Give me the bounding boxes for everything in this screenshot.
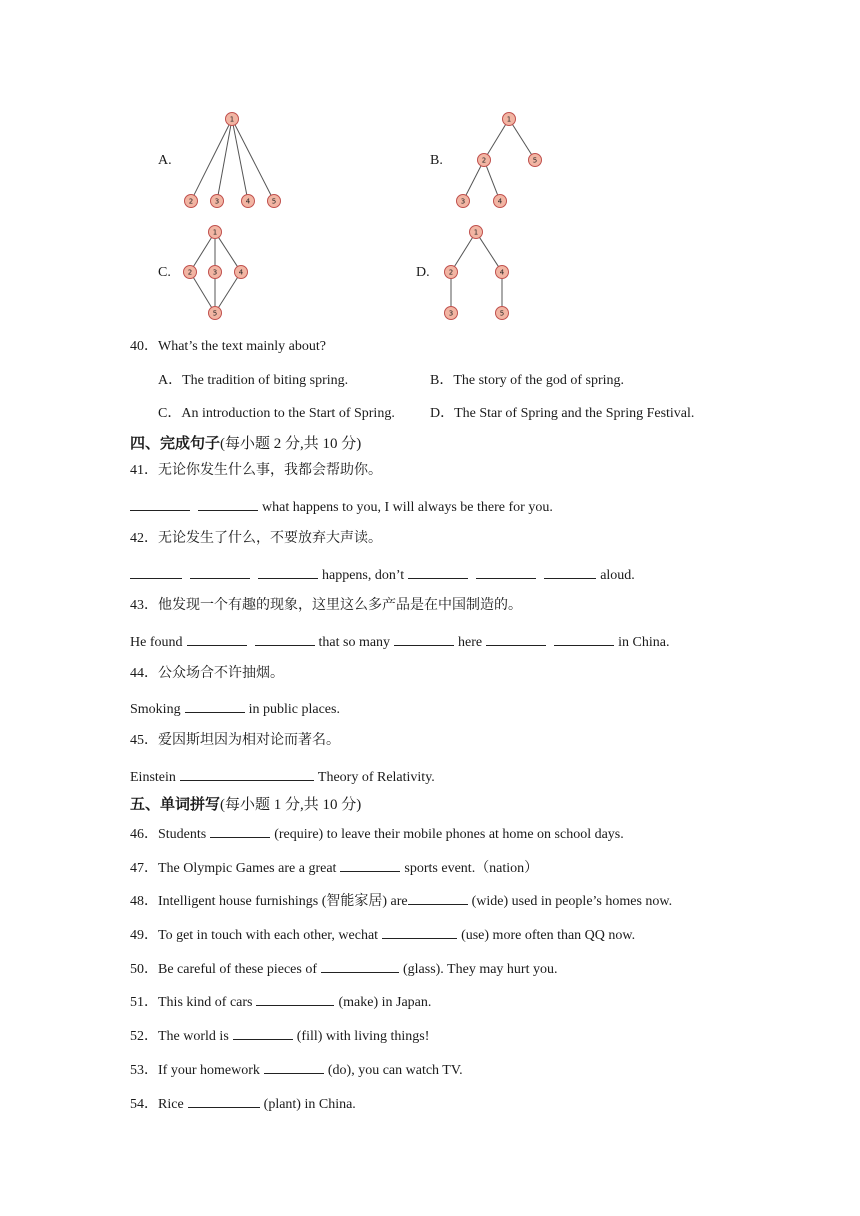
- q43-blank-3[interactable]: [394, 631, 454, 646]
- q40-option-d: D．The Star of Spring and the Spring Festival.: [430, 406, 695, 421]
- q46-text-1: (require) to leave their mobile phones at home on school days.: [274, 827, 624, 842]
- diagram-c-edge-2-5: [193, 278, 211, 308]
- q46-text-0: 46．Students: [130, 827, 207, 842]
- q54-text-0: 54．Rice: [130, 1097, 184, 1112]
- diagram-d-node-label-2: 2: [448, 268, 454, 277]
- q53-blank[interactable]: [264, 1059, 324, 1074]
- q43-english: [130, 631, 669, 652]
- q50-text-1: (glass). They may hurt you.: [402, 962, 558, 977]
- diagram-c-node-label-5: 5: [212, 309, 218, 318]
- q44-blank-1[interactable]: [185, 698, 245, 713]
- section4-title: 四、完成句子: [130, 436, 221, 452]
- q43-blank-1[interactable]: [187, 631, 247, 646]
- q45-blank-1[interactable]: [180, 766, 314, 781]
- diagram-b-edge-1-2: [487, 125, 505, 155]
- q53-text-1: (do), you can watch TV.: [327, 1063, 463, 1078]
- q42-chinese: 42．无论发生了什么，不要放弃大声读。: [130, 531, 382, 546]
- diagram-b-node-label-5: 5: [532, 156, 538, 165]
- diagram-d-edge-1-4: [480, 237, 499, 266]
- option-b-label: B.: [430, 153, 443, 168]
- diagram-c-node-label-1: 1: [212, 228, 218, 237]
- q49: [130, 924, 635, 945]
- q52-text-1: (fill) with living things!: [296, 1029, 430, 1044]
- q48-blank[interactable]: [408, 890, 468, 905]
- q42-blank-6[interactable]: [544, 564, 596, 579]
- q52-text-0: 52．The world is: [130, 1029, 229, 1044]
- q45-chinese: 45．爱因斯坦因为相对论而著名。: [130, 733, 340, 748]
- q44-text-1: in public places.: [248, 702, 340, 717]
- q40-option-b: B．The story of the god of spring.: [430, 373, 625, 388]
- diagram-c-node-label-3: 3: [212, 268, 218, 277]
- q47-text-1: sports event.（nation）: [404, 861, 539, 876]
- q42-blank-2[interactable]: [190, 564, 250, 579]
- diagram-b-node-label-1: 1: [506, 115, 512, 124]
- q51: [130, 991, 431, 1012]
- diagram-d-edge-1-2: [454, 238, 472, 267]
- diagram-c-node-label-4: 4: [238, 268, 244, 277]
- q51-blank[interactable]: [256, 991, 334, 1006]
- q41-blank-1[interactable]: [130, 496, 190, 511]
- q41-chinese: 41．无论你发生什么事，我都会帮助你。: [130, 463, 382, 478]
- q54-blank[interactable]: [188, 1093, 260, 1108]
- q40-option-a: A．The tradition of biting spring.: [158, 373, 349, 388]
- tree-diagrams: [0, 0, 860, 330]
- q43-blank-5[interactable]: [554, 631, 614, 646]
- q48-text-1: (wide) used in people’s homes now.: [471, 894, 673, 909]
- diagram-b-node-label-3: 3: [460, 197, 466, 206]
- q43-text-1: that so many: [318, 635, 391, 650]
- q49-text-0: 49．To get in touch with each other, wechat: [130, 928, 379, 943]
- diagram-d-node-label-1: 1: [473, 228, 479, 237]
- q42-blank-5[interactable]: [476, 564, 536, 579]
- q54-text-1: (plant) in China.: [263, 1097, 356, 1112]
- section5-title: 五、单词拼写: [130, 797, 221, 813]
- q50-blank[interactable]: [321, 958, 399, 973]
- q43-text-3: in China.: [618, 635, 670, 650]
- q43-blank-2[interactable]: [255, 631, 315, 646]
- q41-blank-2[interactable]: [198, 496, 258, 511]
- q40-option-c: C．An introduction to the Start of Spring.: [158, 406, 395, 421]
- q44-text-0: Smoking: [130, 702, 181, 717]
- diagram-a-edge-1-3: [218, 125, 231, 194]
- q41-english: [130, 496, 553, 517]
- q42-text-2: aloud.: [600, 568, 635, 583]
- q52: [130, 1025, 429, 1046]
- q44-english: [130, 698, 340, 719]
- q50: [130, 958, 557, 979]
- option-a-label: A.: [158, 153, 172, 168]
- section5-note: (每小题 1 分,共 10 分): [220, 797, 362, 813]
- q43-text-0: He found: [130, 635, 183, 650]
- diagram-c-node-label-2: 2: [187, 268, 193, 277]
- q43-chinese: 43．他发现一个有趣的现象，这里这么多产品是在中国制造的。: [130, 598, 522, 613]
- q49-blank[interactable]: [382, 924, 457, 939]
- q54: [130, 1093, 356, 1114]
- diagram-d-node-label-5: 5: [499, 309, 505, 318]
- q53-text-0: 53．If your homework: [130, 1063, 260, 1078]
- option-c-label: C.: [158, 265, 171, 280]
- q44-chinese: 44．公众场合不许抽烟。: [130, 666, 284, 681]
- diagram-a-node-label-5: 5: [271, 197, 277, 206]
- diagram-c-edge-4-5: [218, 277, 237, 307]
- q45-text-1: Theory of Relativity.: [317, 770, 435, 785]
- diagram-d-node-label-3: 3: [448, 309, 454, 318]
- diagram-b-node-label-2: 2: [481, 156, 487, 165]
- q51-text-0: 51．This kind of cars: [130, 995, 253, 1010]
- q53: [130, 1059, 463, 1080]
- q46-blank[interactable]: [210, 823, 270, 838]
- diagram-b-edge-2-3: [466, 166, 481, 195]
- diagram-c-edge-1-4: [219, 237, 238, 266]
- diagram-b-node-label-4: 4: [497, 197, 503, 206]
- q45-english: [130, 766, 435, 787]
- diagram-d-node-label-4: 4: [499, 268, 505, 277]
- diagram-a-edge-1-2: [194, 125, 229, 195]
- q48: [130, 890, 672, 911]
- diagram-a-edge-1-4: [233, 125, 247, 194]
- q42-blank-3[interactable]: [258, 564, 318, 579]
- q47: [130, 857, 538, 878]
- q47-text-0: 47．The Olympic Games are a great: [130, 861, 337, 876]
- q49-text-1: (use) more often than QQ now.: [461, 928, 636, 943]
- q51-text-1: (make) in Japan.: [338, 995, 432, 1010]
- q40-stem: 40．What’s the text mainly about?: [130, 339, 326, 354]
- diagram-b-edge-2-4: [486, 166, 497, 195]
- diagram-a-node-label-3: 3: [214, 197, 220, 206]
- q52-blank[interactable]: [233, 1025, 293, 1040]
- q43-text-2: here: [458, 635, 483, 650]
- q41-text: what happens to you, I will always be there for you.: [262, 500, 553, 515]
- q42-text-1: happens, don’t: [322, 568, 405, 583]
- q43-blank-4[interactable]: [486, 631, 546, 646]
- q46: [130, 823, 624, 844]
- q47-blank[interactable]: [340, 857, 400, 872]
- diagram-a-node-label-4: 4: [245, 197, 251, 206]
- section5-heading: [130, 793, 361, 814]
- q45-text-0: Einstein: [130, 770, 176, 785]
- diagram-b-edge-1-5: [512, 124, 531, 154]
- section4-note: (每小题 2 分,共 10 分): [220, 436, 362, 452]
- diagram-a-node-label-2: 2: [188, 197, 194, 206]
- q42-blank-4[interactable]: [408, 564, 468, 579]
- q48-text-0: 48．Intelligent house furnishings (智能家居) are: [130, 894, 408, 909]
- q42-english: [130, 564, 635, 585]
- diagram-a-node-label-1: 1: [229, 115, 235, 124]
- section4-heading: [130, 432, 361, 453]
- q50-text-0: 50．Be careful of these pieces of: [130, 962, 317, 977]
- option-d-label: D.: [416, 265, 430, 280]
- diagram-c-edge-1-2: [193, 238, 211, 267]
- q42-blank-1[interactable]: [130, 564, 182, 579]
